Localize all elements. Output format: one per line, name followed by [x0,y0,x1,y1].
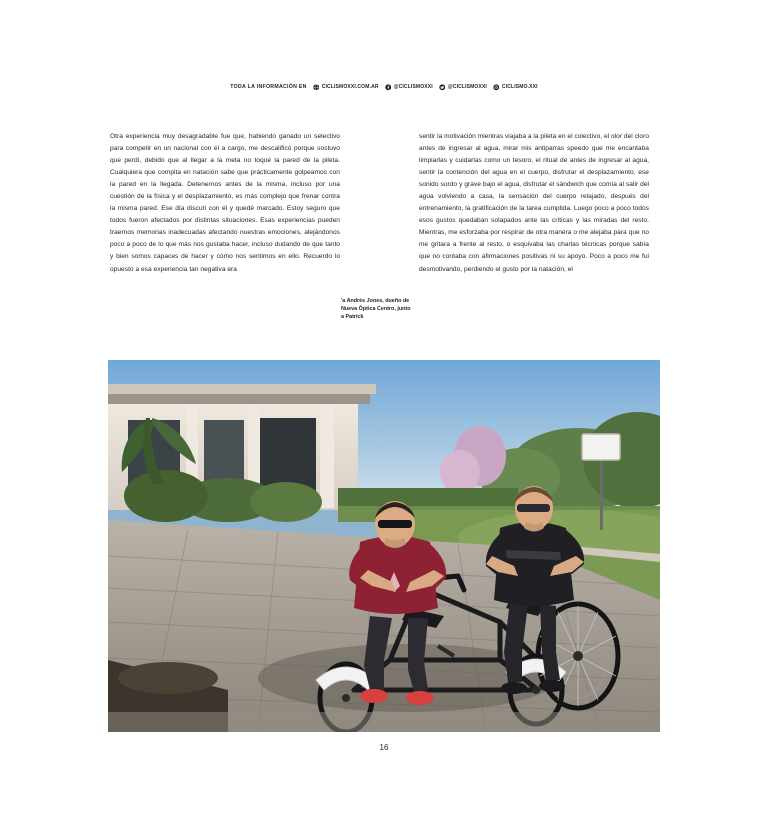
header-item-instagram[interactable] [493,84,538,91]
photo-caption: 'a Andrés Jones, dueño de Nueva Óptica Centro, junto a Patrick [341,298,411,321]
instagram-icon [493,84,500,91]
header-item-twitter-text: @CICLISMOXXI [447,84,487,91]
header-item-twitter[interactable] [439,84,487,91]
article-photo [108,360,660,732]
globe-icon [313,84,320,91]
header-item-instagram-text: CICLISMO.XXI [501,84,538,91]
page-number: 16 [379,743,389,752]
article-text-left: Otra experiencia muy desagradable fue que, habiendo ganado un selectivo para competir en un nacional con él a cargo, me descalificó porque sostuvo que perdí, debido que al llegar a la meta no toqué la pared de la pileta. Cualquiera que compita en natación sabe que prácticamente golpeamos con la pared en la llegada. Detenernos antes de la misma, incluso por una cuestión de la física y el desplazamiento, es más complejo que frenar contra la misma pared. Ese día discutí con él y quedé marcado. Estoy seguro que todos fueron afectados por distintas situaciones. Esas experiencias pueden traernos memorias inadecuadas afectando nuestras emociones, alejándonos poco a poco de lo que más nos gustaba hacer, incluso dudando de que tanto y bien somos capaces de hacer y cómo nos sentimos en ello. Recuerdo lo opuesto a esa experiencia tan negativa era [110,133,340,273]
header-item-website-text: CICLISMOXXI.COM.AR [321,84,379,91]
header-item-website[interactable] [313,84,379,91]
header-social-strip [0,84,768,91]
header-label: TODA LA INFORMACIÓN EN [230,84,307,91]
twitter-icon [439,84,446,91]
header-item-facebook-text: @CICLISMOXXI [393,84,433,91]
facebook-icon [385,84,392,91]
header-item-facebook[interactable] [385,84,433,91]
article-column-left [110,131,340,276]
photo-illustration [108,360,660,732]
article-text-right: sentir la motivación mientras viajaba a la pileta en el colectivo, el olor del cloro antes de ingresar al agua, mirar mis antiparras speedo que me encantaba limpiarlas y cuidarlas como un tesoro, el ritual de antes de ingresar al agua, sentir la contención del agua en el cuerpo, disfrutar el desplazamiento, ese sonido sordo y grave bajo el agua, disfrutar el sándwich que comía al salir del agua volviendo a casa, la sensación del cuerpo relajado, después del entrenamiento, la gratificación de la tarea cumplida. Luego poco a poco todos esos gustos quedaban solapados ante las críticas y las miradas del resto. Mientras, me esforzaba por respirar de otra manera o me alejaba para que no me gritara a frente al resto, o esquivaba las charlas técnicas porque sabía que no contaba con afirmaciones positivas ni su apoyo. Poco a poco me fui desmotivando, perdiendo el gusto por la natación, el [419,133,650,273]
article-column-right [419,131,649,276]
